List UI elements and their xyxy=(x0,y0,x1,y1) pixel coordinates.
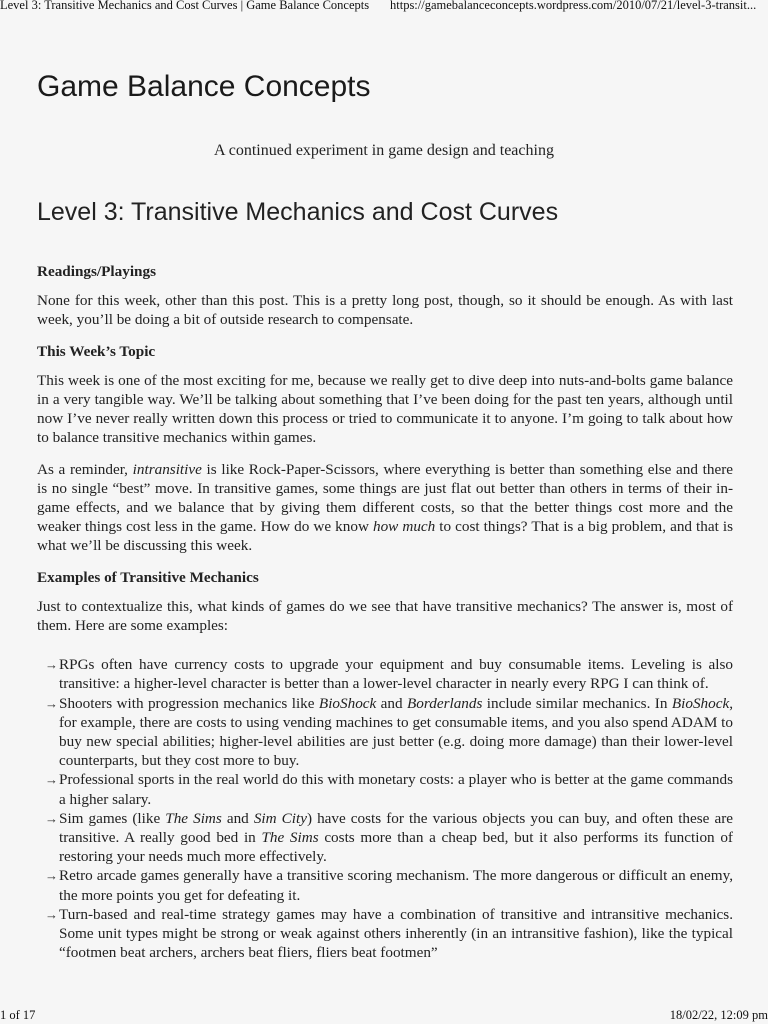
arrow-bullet-icon: → xyxy=(45,810,58,826)
arrow-bullet-icon: → xyxy=(45,906,58,922)
list-item: → Turn-based and real-time strategy games may have a combination of transitive and intransitive mechanics. Some unit types might be strong or weak against others inherently (in an intransitive fashion), like the typical “footmen beat archers, archers beat fliers, fliers beat footmen” xyxy=(45,905,733,962)
paragraph-readings: None for this week, other than this post. This is a pretty long post, though, so it should be enough. As with last week, you’ll be doing a bit of outside research to compensate. xyxy=(37,292,733,329)
print-header xyxy=(0,0,768,16)
emphasis-intransitive: intransitive xyxy=(132,460,202,478)
list-item: → Retro arcade games generally have a transitive scoring mechanism. The more dangerous or difficult an enemy, the more points you get for defeating it. xyxy=(45,867,733,904)
post-title-link[interactable]: Level 3: Transitive Mechanics and Cost Curves xyxy=(37,198,559,226)
arrow-bullet-icon: → xyxy=(45,772,58,788)
examples-list xyxy=(37,655,733,962)
emphasis-how-much: how much xyxy=(372,518,436,536)
post-title[interactable] xyxy=(37,198,558,227)
list-item: → Professional sports in the real world do this with monetary costs: a player who is better at the game commands a higher salary. xyxy=(45,771,733,808)
page-counter: 1 of 17 xyxy=(0,1008,36,1022)
heading-readings: Readings/Playings xyxy=(37,263,156,280)
paragraph-topic-2: As a reminder, intransitive is like Rock-Paper-Scissors, where everything is better than something else and there is no single “best” move. In transitive games, some things are just flat out better than others in terms of their in-game effects, and we balance that by giving them different costs, so that the better things cost more and the weaker things cost less in the game. How do we know how much to cost things? That is a big problem, and that is what we’ll be discussing this week. xyxy=(37,460,734,555)
site-title[interactable]: Game Balance Concepts xyxy=(37,70,371,103)
list-item: → Shooters with progression mechanics like BioShock and Borderlands include similar mechanics. In BioShock, for example, there are costs to using vending machines to get consumable items, and you also spend ADAM to buy new special abilities; higher-level abilities are just better (e.g. doing more damage) than their lower-level counterparts, but they cost more to buy. xyxy=(45,694,734,770)
site-tagline: A continued experiment in game design and teaching xyxy=(214,142,554,159)
print-footer xyxy=(0,1006,768,1024)
post-content xyxy=(37,262,733,963)
list-item: → RPGs often have currency costs to upgrade your equipment and buy consumable items. Leveling is also transitive: a higher-level character is better than a lower-level character in nearly every RPG I can think of. xyxy=(45,656,733,693)
arrow-bullet-icon: → xyxy=(45,695,58,711)
arrow-bullet-icon: → xyxy=(45,868,58,884)
list-item: → Sim games (like The Sims and Sim City) have costs for the various objects you can buy, and often these are transitive. A really good bed in The Sims costs more than a cheap bed, but it also performs its function of restoring your needs much more effectively. xyxy=(45,809,733,866)
heading-examples: Examples of Transitive Mechanics xyxy=(37,568,259,586)
paragraph-topic-1: This week is one of the most exciting for me, because we really get to dive deep into nuts-and-bolts game balance in a very tangible way. We’ll be talking about something that I’ve been doing for the past ten years, although until now I’ve never really written down this process or tried to communicate it to anyone. I’m going to talk about how to balance transitive mechanics within games. xyxy=(37,371,733,447)
print-url[interactable]: https://gamebalanceconcepts.wordpress.com/2010/07/21/level-3-transit... xyxy=(390,0,757,12)
arrow-bullet-icon: → xyxy=(45,657,58,673)
heading-this-weeks-topic: This Week’s Topic xyxy=(37,342,156,360)
paragraph-examples-1: Just to contextualize this, what kinds of games do we see that have transitive mechanics? The answer is, most of them. Here are some examples: xyxy=(37,597,733,635)
print-page-title: Level 3: Transitive Mechanics and Cost Curves | Game Balance Concepts xyxy=(0,0,370,12)
print-timestamp: 18/02/22, 12:09 pm xyxy=(669,1008,768,1022)
